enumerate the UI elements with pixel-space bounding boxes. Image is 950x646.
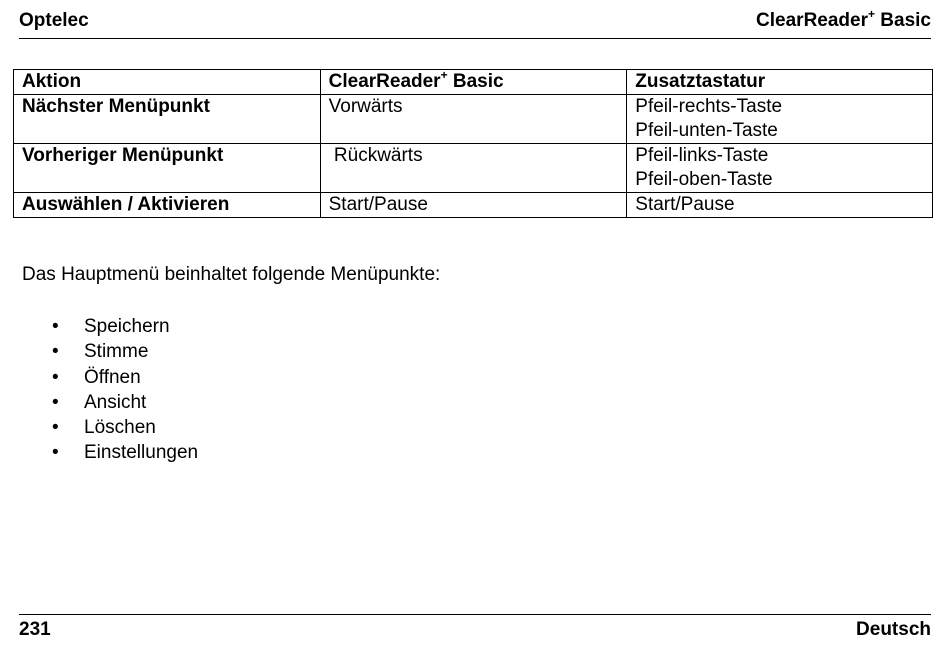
bullet-icon: • [52,316,59,337]
table-row [14,95,933,144]
table-row [14,193,933,218]
column-header-text: Zusatztastatur [635,71,766,92]
language-label: Deutsch [856,619,931,640]
product-name-sup: + [868,6,876,21]
key-mapping-table [13,69,933,218]
list-item [52,415,198,440]
menu-item-label: Speichern [84,316,170,337]
keyboard-cell [627,193,933,218]
action-cell: Nächster Menüpunkt [14,95,321,144]
table-row [14,144,933,193]
bullet-icon: • [52,417,59,439]
column-header-tail: Basic [447,71,504,92]
column-header-text: Aktion [22,71,82,92]
keyboard-key: Start/Pause [635,194,735,215]
column-header-action [14,70,321,95]
menu-item-label: Öffnen [84,366,141,388]
main-menu-list [52,314,198,466]
keyboard-key: Pfeil-oben-Taste [635,169,773,190]
action-cell: Auswählen / Aktivieren [14,193,321,218]
keyboard-cell [627,144,933,193]
menu-item-label: Ansicht [84,391,147,413]
device-cell: Rückwärts [320,144,627,193]
page-header [19,6,931,39]
device-cell: Start/Pause [320,193,627,218]
list-item [52,314,198,339]
device-cell: Vorwärts [320,95,627,144]
keyboard-key: Pfeil-links-Taste [635,145,769,166]
list-item [52,365,198,390]
page-footer [19,614,931,644]
table-header-row [14,70,933,95]
brand-name: Optelec [19,10,89,31]
product-name-tail: Basic [875,10,931,31]
product-name [756,6,931,32]
column-header-text: ClearReader [328,71,441,92]
bullet-icon: • [52,341,59,363]
list-item [52,440,198,465]
menu-item-label: Einstellungen [84,442,199,464]
column-header-device [320,67,627,95]
bullet-icon: • [52,391,59,413]
column-header-sup: + [440,67,448,82]
keyboard-key: Pfeil-rechts-Taste [635,96,783,117]
action-cell: Vorheriger Menüpunkt [14,144,321,193]
keyboard-cell [627,95,933,144]
page-number: 231 [19,619,51,640]
list-item [52,339,198,364]
bullet-icon: • [52,442,59,464]
menu-item-label: Löschen [84,417,156,439]
menu-item-label: Stimme [84,341,149,363]
list-item [52,390,198,415]
product-name-main: ClearReader [756,10,868,31]
intro-text: Das Hauptmenü beinhaltet folgende Menüpunkte: [22,264,441,285]
bullet-icon: • [52,366,59,388]
keyboard-key: Pfeil-unten-Taste [635,120,778,141]
column-header-keyboard [627,70,933,95]
